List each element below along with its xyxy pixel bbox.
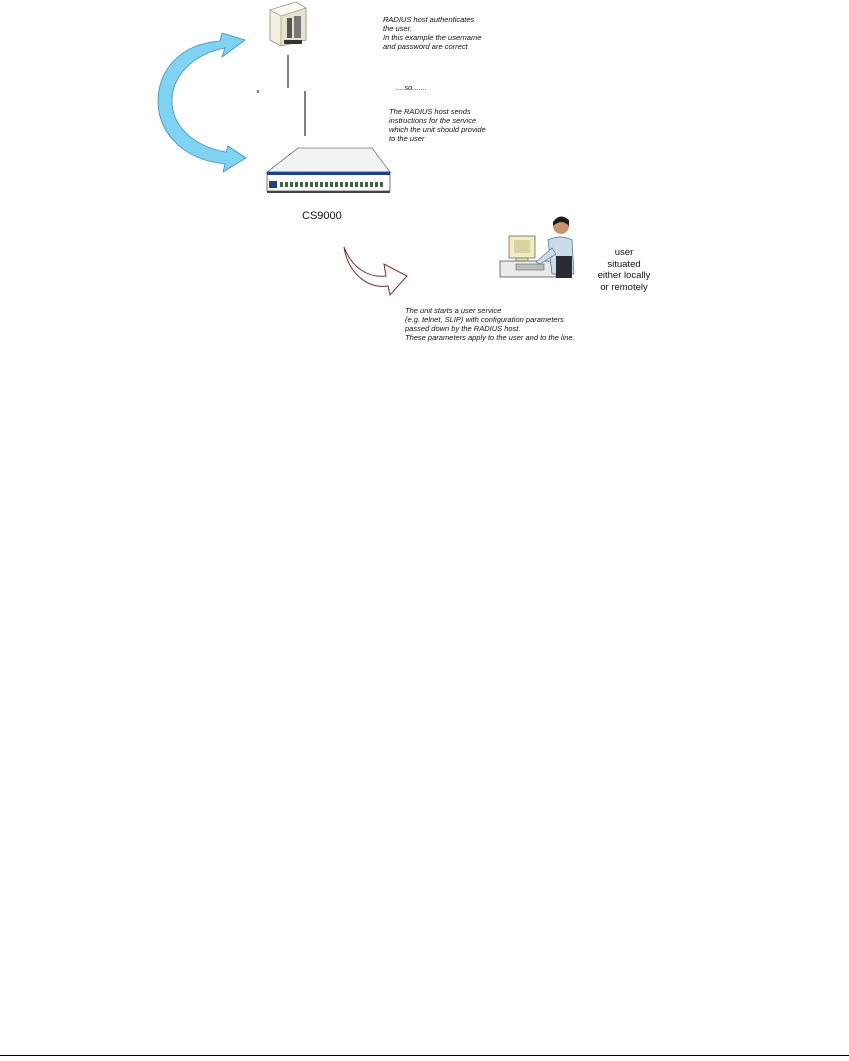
service-arrow-icon [344, 247, 407, 295]
user-at-computer-icon [500, 216, 574, 278]
unit-port-row [280, 182, 383, 187]
note-starts: The unit starts a user service (e.g. telnet, SLIP) with configuration parameters passed down by the RADIUS host. These parameters apply to the user and to the line. [405, 306, 575, 342]
page-footer-rule [0, 1055, 849, 1056]
radius-server-icon [270, 2, 306, 46]
unit-label: CS9000 [302, 210, 342, 222]
user-label: user situated either locally or remotely [597, 247, 651, 293]
note-so: ....so....... [396, 83, 427, 92]
note-sends: The RADIUS host sends instructions for the service which the unit should provide to the user [389, 107, 486, 143]
loop-arrow-icon [158, 33, 246, 172]
note-authenticates: RADIUS host authenticates the user. In this example the username and password are correct [383, 15, 482, 51]
cs9000-unit-icon [267, 148, 390, 193]
